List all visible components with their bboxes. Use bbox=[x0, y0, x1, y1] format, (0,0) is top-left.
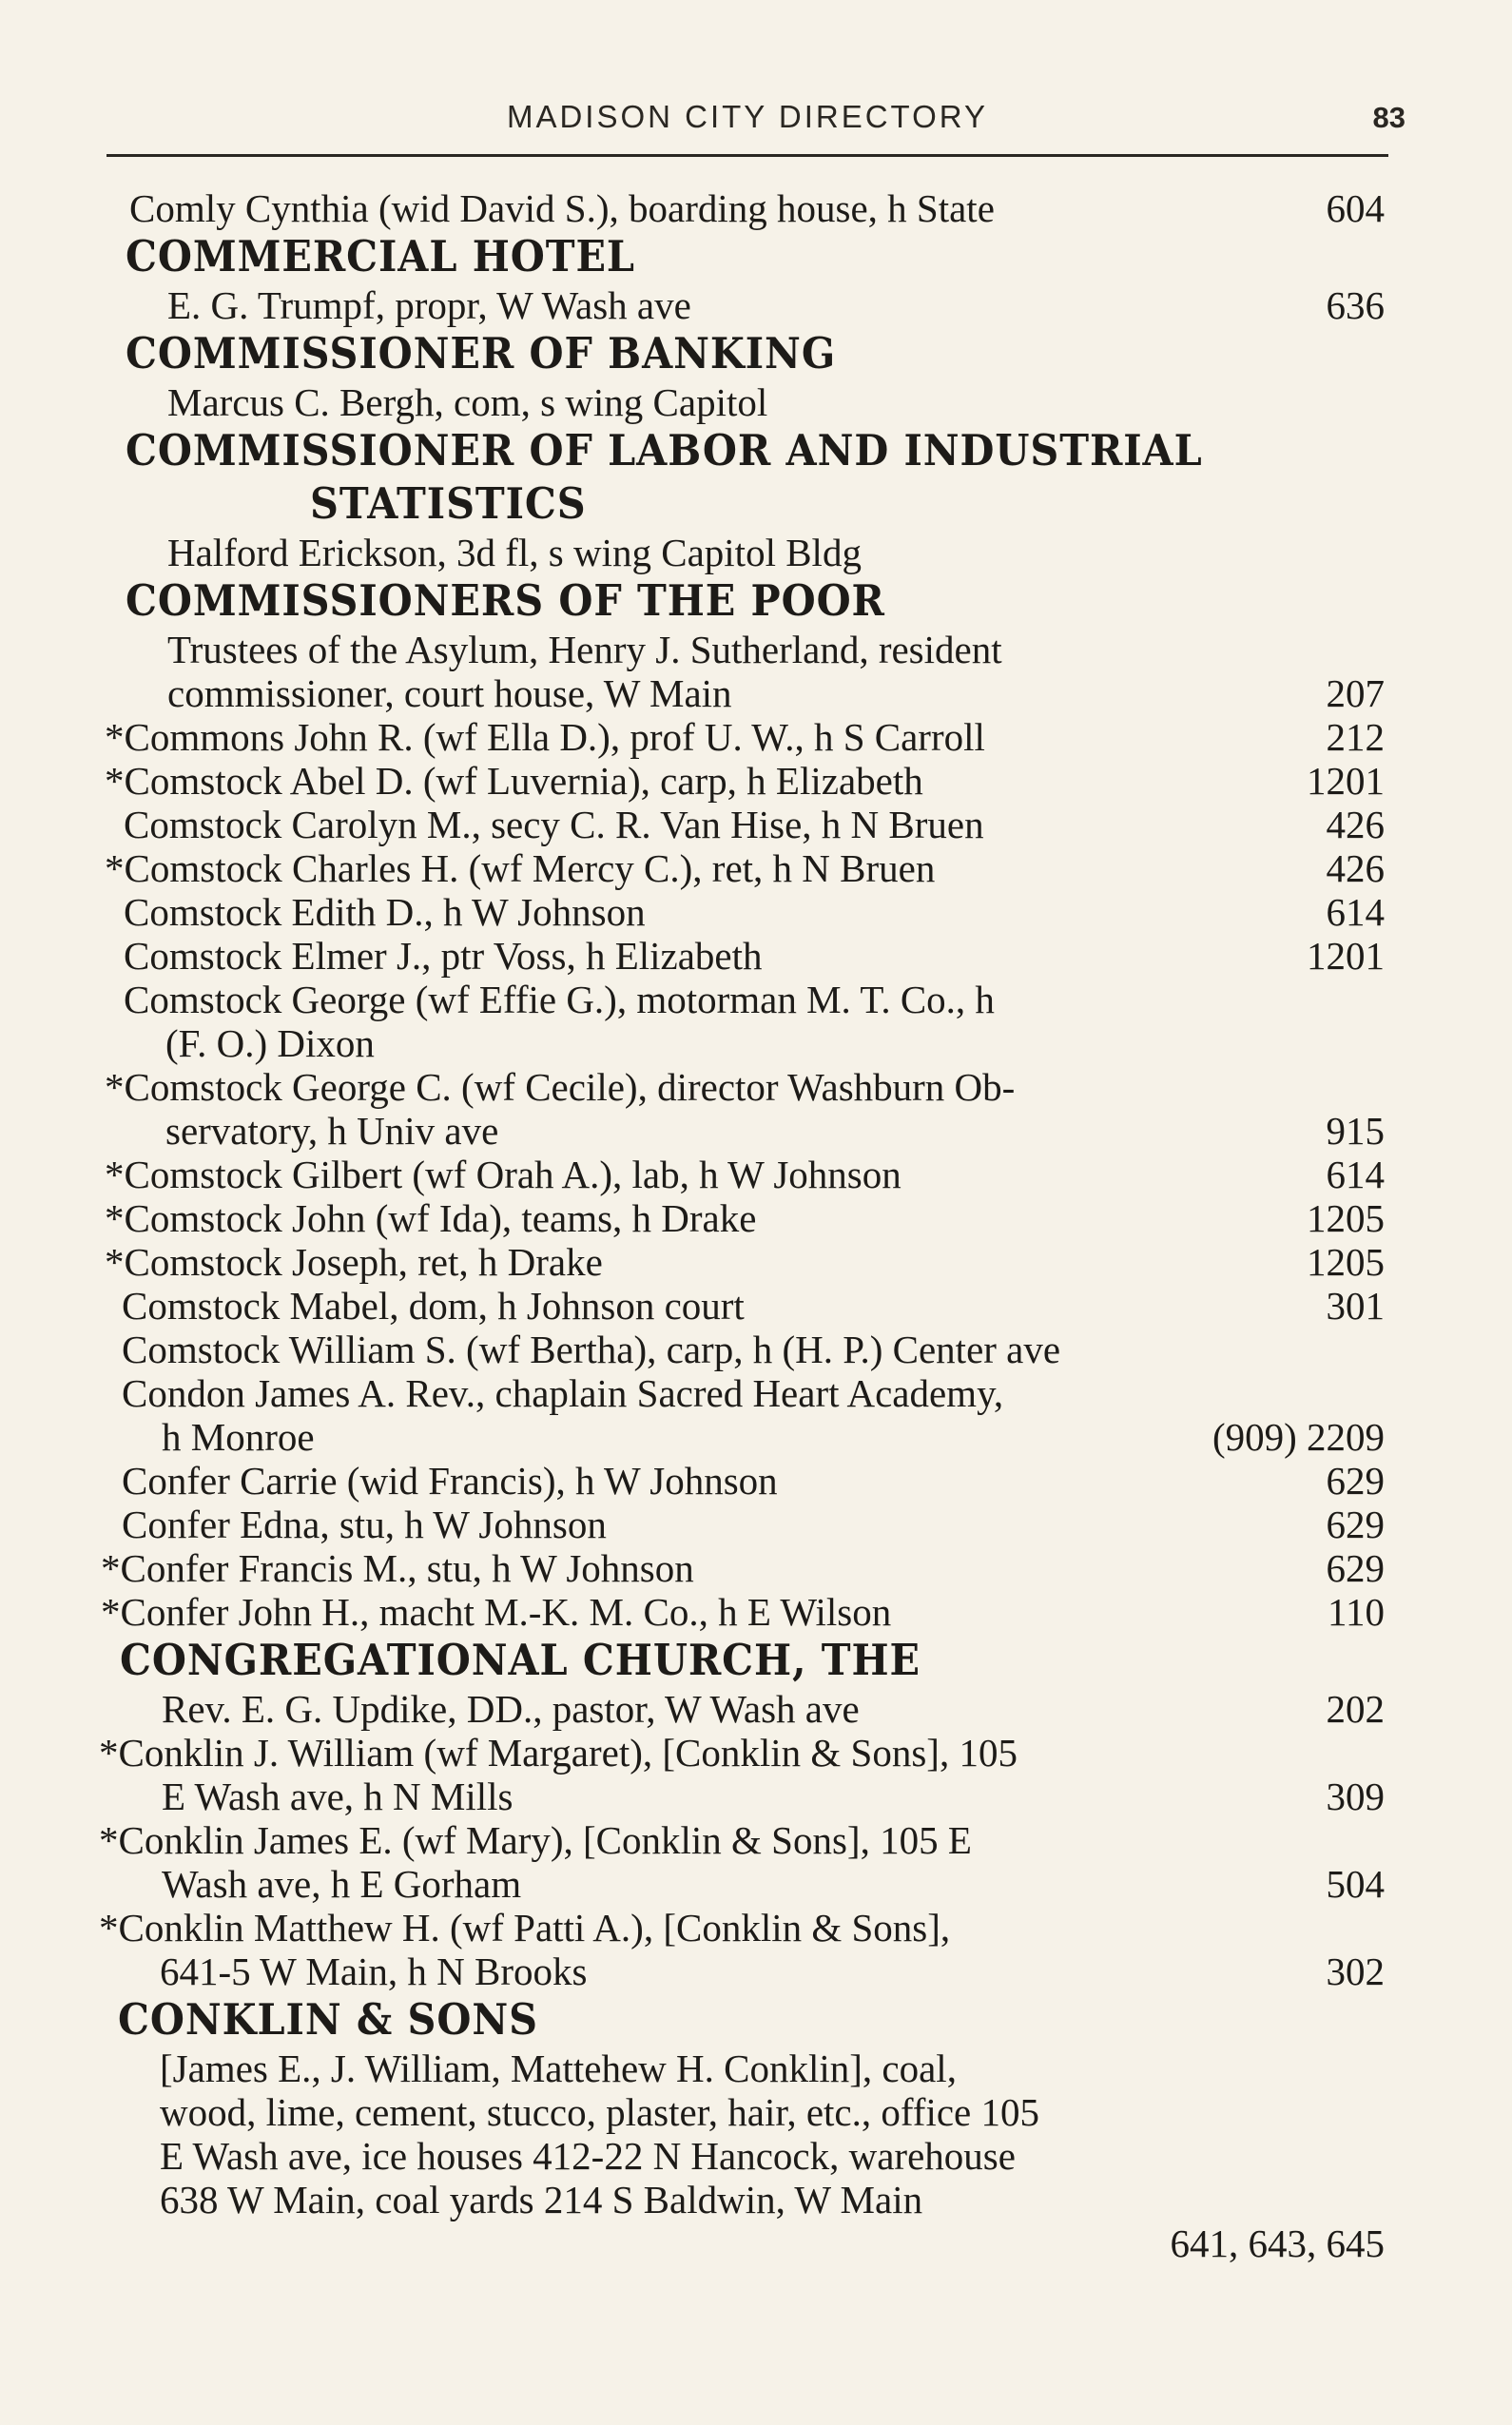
entry-text: Comstock Mabel, dom, h Johnson court bbox=[122, 1284, 745, 1328]
entry-text: wood, lime, cement, stucco, plaster, hair, etc., office 105 bbox=[160, 2090, 1039, 2134]
listing-entry bbox=[120, 2047, 1385, 2090]
house-number: 1205 bbox=[1307, 1196, 1385, 1240]
listing-entry bbox=[120, 531, 1385, 574]
listing-entry bbox=[120, 380, 1385, 424]
listing-entry bbox=[120, 803, 1385, 846]
heading-text: STATISTICS bbox=[310, 478, 587, 529]
house-number: 604 bbox=[1326, 186, 1385, 230]
entry-text: *Confer John H., macht M.-K. M. Co., h E Wilson bbox=[101, 1590, 892, 1634]
entry-text: *Comstock Gilbert (wf Orah A.), lab, h W Johnson bbox=[105, 1153, 901, 1196]
house-number: 915 bbox=[1326, 1109, 1385, 1153]
house-number: 1201 bbox=[1307, 934, 1385, 978]
listing-heading bbox=[120, 327, 1385, 380]
house-number: 636 bbox=[1326, 283, 1385, 327]
listing-entry bbox=[120, 1284, 1385, 1328]
entry-text: 638 W Main, coal yards 214 S Baldwin, W Main bbox=[160, 2178, 923, 2221]
listing-entry bbox=[120, 978, 1385, 1021]
listing-entry bbox=[120, 890, 1385, 934]
house-number: 614 bbox=[1326, 1153, 1385, 1196]
directory-listing bbox=[99, 186, 1385, 2265]
entry-text: Rev. E. G. Updike, DD., pastor, W Wash ave bbox=[162, 1687, 860, 1731]
listing-entry bbox=[105, 1065, 1385, 1109]
house-number: 629 bbox=[1326, 1459, 1385, 1503]
running-title: MADISON CITY DIRECTORY bbox=[506, 99, 989, 134]
listing-heading bbox=[120, 477, 1385, 531]
listing-entry bbox=[101, 1546, 1385, 1590]
listing-entry bbox=[120, 1021, 1385, 1065]
listing-entry bbox=[120, 186, 1385, 230]
house-number: 1201 bbox=[1307, 759, 1385, 803]
listing-entry bbox=[120, 2090, 1385, 2134]
listing-entry bbox=[105, 1240, 1385, 1284]
entry-text: *Confer Francis M., stu, h W Johnson bbox=[101, 1546, 694, 1590]
listing-entry bbox=[120, 1328, 1385, 1371]
house-number: 207 bbox=[1326, 671, 1385, 715]
listing-entry bbox=[120, 628, 1385, 671]
entry-text: h Monroe bbox=[162, 1415, 315, 1459]
listing-entry bbox=[105, 1153, 1385, 1196]
entry-text: Halford Erickson, 3d fl, s wing Capitol Bldg bbox=[167, 531, 862, 574]
listing-entry bbox=[120, 1862, 1385, 1906]
listing-entry bbox=[120, 1109, 1385, 1153]
entry-text: [James E., J. William, Mattehew H. Conklin], coal, bbox=[160, 2047, 957, 2090]
entry-text: Comstock Edith D., h W Johnson bbox=[124, 890, 646, 934]
listing-entry bbox=[120, 283, 1385, 327]
house-number: 629 bbox=[1326, 1503, 1385, 1546]
house-number: 614 bbox=[1326, 890, 1385, 934]
house-number: 1205 bbox=[1307, 1240, 1385, 1284]
entry-text: *Commons John R. (wf Ella D.), prof U. W., h S Carroll bbox=[105, 715, 985, 759]
entry-text: *Conklin Matthew H. (wf Patti A.), [Conklin & Sons], bbox=[99, 1906, 951, 1950]
house-number: 302 bbox=[1326, 1950, 1385, 1993]
entry-text: 641-5 W Main, h N Brooks bbox=[160, 1950, 588, 1993]
listing-entry bbox=[120, 1459, 1385, 1503]
listing-entry bbox=[120, 2134, 1385, 2178]
entry-text: *Comstock John (wf Ida), teams, h Drake bbox=[105, 1196, 757, 1240]
listing-entry bbox=[120, 2178, 1385, 2221]
listing-heading bbox=[120, 1993, 1385, 2047]
entry-text: *Comstock Abel D. (wf Luvernia), carp, h Elizabeth bbox=[105, 759, 923, 803]
house-number: 504 bbox=[1326, 1862, 1385, 1906]
listing-heading bbox=[120, 230, 1385, 283]
listing-entry bbox=[105, 846, 1385, 890]
listing-entry bbox=[120, 671, 1385, 715]
listing-entry bbox=[99, 1906, 1385, 1950]
entry-text: Comstock William S. (wf Bertha), carp, h (H. P.) Center ave bbox=[122, 1328, 1061, 1371]
entry-text: Comstock George (wf Effie G.), motorman M. T. Co., h bbox=[124, 978, 995, 1021]
house-number: 202 bbox=[1326, 1687, 1385, 1731]
entry-text: E Wash ave, ice houses 412-22 N Hancock, warehouse bbox=[160, 2134, 1016, 2178]
listing-entry bbox=[101, 1590, 1385, 1634]
heading-text: COMMISSIONER OF BANKING bbox=[126, 328, 837, 378]
heading-text: COMMISSIONER OF LABOR AND INDUSTRIAL bbox=[126, 425, 1203, 475]
entry-text: *Comstock Joseph, ret, h Drake bbox=[105, 1240, 603, 1284]
listing-entry bbox=[120, 934, 1385, 978]
entry-text: E Wash ave, h N Mills bbox=[162, 1775, 514, 1818]
entry-text: commissioner, court house, W Main bbox=[167, 671, 732, 715]
entry-text: Confer Carrie (wid Francis), h W Johnson bbox=[122, 1459, 778, 1503]
heading-text: COMMERCIAL HOTEL bbox=[126, 231, 635, 281]
house-number: 309 bbox=[1326, 1775, 1385, 1818]
house-number: 426 bbox=[1326, 803, 1385, 846]
listing-entry bbox=[105, 715, 1385, 759]
entry-text: Comstock Carolyn M., secy C. R. Van Hise, h N Bruen bbox=[124, 803, 984, 846]
entry-text: servatory, h Univ ave bbox=[165, 1109, 499, 1153]
house-number: 301 bbox=[1326, 1284, 1385, 1328]
listing-entry bbox=[120, 2221, 1385, 2265]
entry-text: Wash ave, h E Gorham bbox=[162, 1862, 522, 1906]
entry-text: Trustees of the Asylum, Henry J. Sutherland, resident bbox=[167, 628, 1002, 671]
heading-text: CONKLIN & SONS bbox=[118, 1994, 538, 2045]
entry-text: Confer Edna, stu, h W Johnson bbox=[122, 1503, 607, 1546]
listing-entry bbox=[120, 1687, 1385, 1731]
entry-text: *Comstock George C. (wf Cecile), director Washburn Ob- bbox=[105, 1065, 1016, 1109]
listing-heading bbox=[120, 574, 1385, 628]
house-number: 110 bbox=[1328, 1590, 1385, 1634]
listing-entry bbox=[120, 1775, 1385, 1818]
header-rule bbox=[107, 154, 1388, 157]
entry-text: Comly Cynthia (wid David S.), boarding house, h State bbox=[129, 186, 995, 230]
entry-text: (F. O.) Dixon bbox=[165, 1021, 375, 1065]
house-number: 641, 643, 645 bbox=[1170, 2221, 1385, 2265]
listing-entry bbox=[105, 1196, 1385, 1240]
listing-heading bbox=[120, 1634, 1385, 1687]
listing-entry bbox=[120, 1415, 1385, 1459]
listing-entry bbox=[120, 1950, 1385, 1993]
heading-text: CONGREGATIONAL CHURCH, THE bbox=[120, 1635, 921, 1685]
listing-entry bbox=[120, 1503, 1385, 1546]
listing-entry bbox=[99, 1818, 1385, 1862]
listing-entry bbox=[105, 759, 1385, 803]
page-header bbox=[107, 99, 1405, 156]
house-number: 629 bbox=[1326, 1546, 1385, 1590]
entry-text: Marcus C. Bergh, com, s wing Capitol bbox=[167, 380, 768, 424]
entry-text: *Comstock Charles H. (wf Mercy C.), ret, h N Bruen bbox=[105, 846, 936, 890]
entry-text: *Conklin James E. (wf Mary), [Conklin & Sons], 105 E bbox=[99, 1818, 972, 1862]
entry-text: Condon James A. Rev., chaplain Sacred Heart Academy, bbox=[122, 1371, 1004, 1415]
heading-text: COMMISSIONERS OF THE POOR bbox=[126, 575, 885, 626]
page-number: 83 bbox=[1372, 101, 1405, 134]
listing-entry bbox=[99, 1731, 1385, 1775]
house-number: 212 bbox=[1326, 715, 1385, 759]
listing-heading bbox=[120, 424, 1385, 477]
entry-text: *Conklin J. William (wf Margaret), [Conklin & Sons], 105 bbox=[99, 1731, 1018, 1775]
house-number: 426 bbox=[1326, 846, 1385, 890]
listing-entry bbox=[120, 1371, 1385, 1415]
house-number: (909) 2209 bbox=[1212, 1415, 1385, 1459]
entry-text: Comstock Elmer J., ptr Voss, h Elizabeth bbox=[124, 934, 763, 978]
entry-text: E. G. Trumpf, propr, W Wash ave bbox=[167, 283, 691, 327]
